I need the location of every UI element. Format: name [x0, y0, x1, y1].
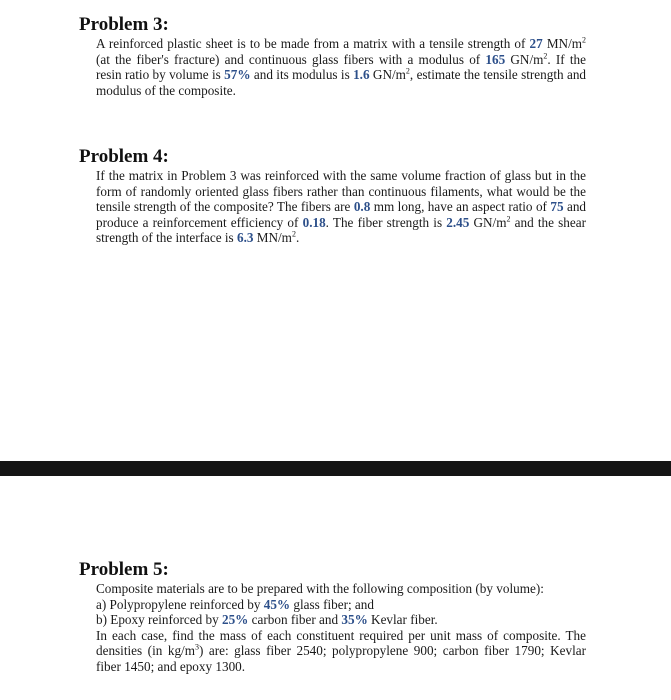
text-segment: (at the fiber's fracture) and continuous glass fibers with a modulus of — [96, 51, 486, 67]
text-segment: glass fiber; and — [290, 596, 374, 612]
text-segment: mm long, have an aspect ratio of — [370, 199, 551, 215]
problem-3-text — [79, 36, 586, 98]
text-segment: . — [295, 230, 300, 246]
problem-3-title: Problem 3: — [79, 14, 169, 35]
text-segment: , estimate the tensile strength and modulus of the composite. — [96, 67, 587, 98]
unit: MN/m — [253, 230, 292, 246]
value-highlight: 57% — [224, 67, 251, 83]
problem-5 — [79, 559, 586, 675]
text-segment: ) are: glass fiber 2540; polypropylene 900; carbon fiber 1790; Kevlar fiber 1450; and epoxy 1300. — [96, 643, 586, 674]
problem-5-closing — [96, 628, 586, 675]
text-segment: and produce a reinforcement efficiency of — [96, 199, 587, 230]
value-highlight: 6.3 — [236, 230, 254, 246]
value-highlight: 2.45 — [446, 214, 470, 230]
text-segment: and the shear strength of the interface is — [96, 214, 586, 246]
value-highlight: 75 — [550, 199, 564, 215]
text-segment: a) Polypropylene reinforced by — [96, 596, 264, 612]
value-highlight: 27 — [529, 36, 543, 51]
exponent: 2 — [582, 35, 586, 45]
exponent: 3 — [194, 642, 199, 652]
exponent: 2 — [543, 51, 548, 61]
unit: GN/m — [369, 67, 406, 83]
problem-5-item-a — [96, 597, 586, 613]
problem-5-item-b — [96, 612, 586, 628]
problem-4-title: Problem 4: — [79, 146, 169, 167]
unit: MN/m — [542, 36, 582, 51]
exponent: 2 — [291, 229, 296, 239]
value-highlight: 1.6 — [353, 67, 370, 83]
page-divider — [0, 461, 671, 476]
problem-4-text — [79, 168, 586, 246]
value-highlight: 25% — [221, 612, 249, 628]
problem-3 — [79, 14, 586, 98]
text-segment: . If the resin ratio by volume is — [96, 51, 586, 83]
text-segment: b) Epoxy reinforced by — [96, 612, 222, 628]
exponent: 2 — [405, 66, 410, 76]
text-segment: In each case, find the mass of each constituent required per unit mass of composite. The densities (in kg/m — [96, 627, 586, 659]
problem-5-intro: Composite materials are to be prepared with the following composition (by volume): — [96, 581, 544, 596]
text-segment: Kevlar fiber. — [367, 612, 438, 628]
text-segment: If the matrix in Problem 3 was reinforced with the same volume fraction of glass but in the form of randomly oriented glass fibers rather than continuous filaments, what would be the tensile strength of the composite? The fibers are — [96, 168, 586, 215]
unit: GN/m — [469, 214, 507, 230]
text-segment: A reinforced plastic sheet is to be made from a matrix with a tensile strength of — [96, 36, 530, 51]
text-segment: carbon fiber and — [248, 612, 342, 628]
value-highlight: 0.8 — [353, 199, 371, 215]
value-highlight: 0.18 — [302, 214, 326, 230]
value-highlight: 165 — [485, 51, 506, 67]
value-highlight: 35% — [341, 612, 368, 628]
unit: GN/m — [505, 51, 544, 67]
text-segment: and its modulus is — [250, 67, 354, 83]
problem-5-text — [79, 581, 586, 675]
problem-4 — [79, 146, 586, 246]
exponent: 2 — [506, 214, 511, 224]
text-segment: . The fiber strength is — [325, 214, 447, 230]
problem-5-title: Problem 5: — [79, 559, 169, 580]
value-highlight: 45% — [263, 596, 291, 612]
